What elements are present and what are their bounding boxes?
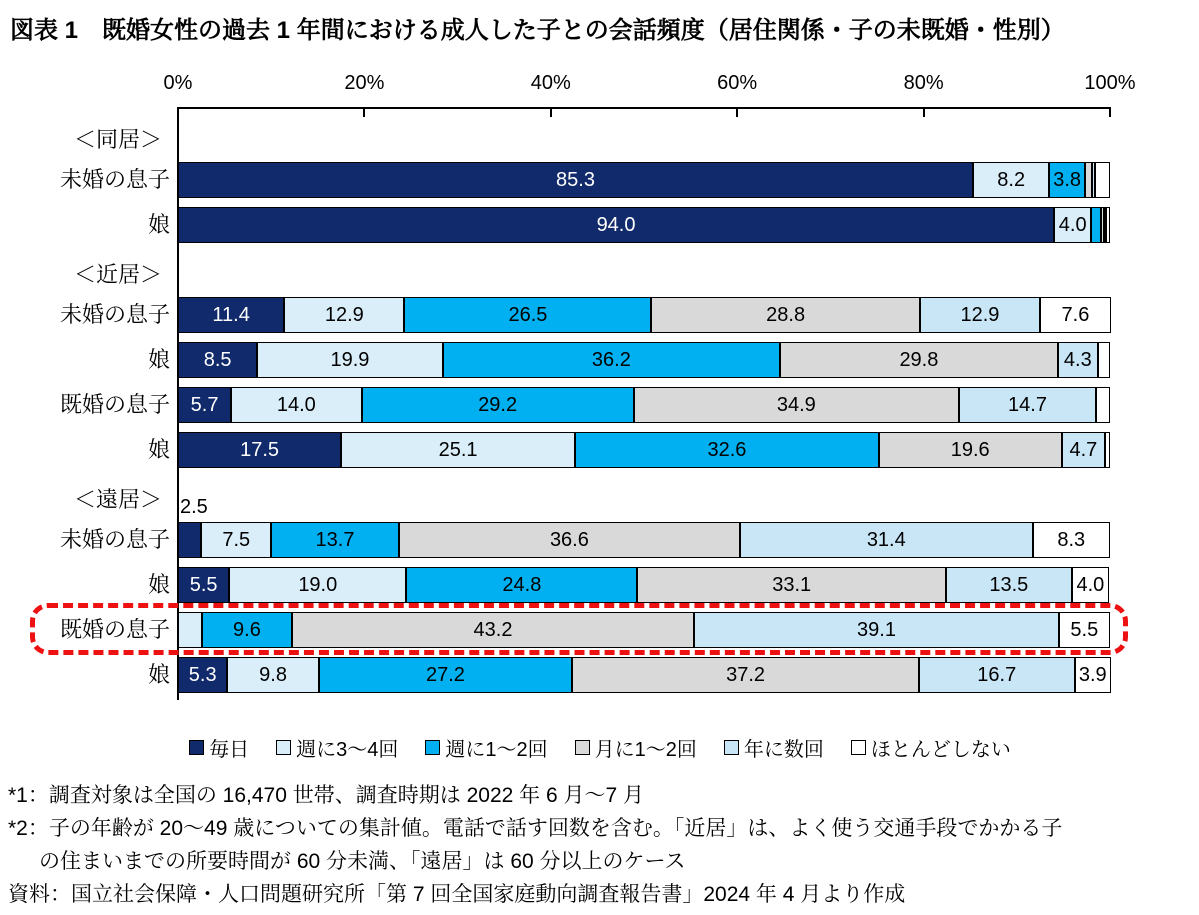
segment-value-label: 8.3 [1057, 528, 1086, 551]
segment-value-label: 12.9 [960, 303, 1000, 326]
bar-segment [1033, 522, 1110, 558]
legend-item [189, 733, 249, 762]
legend-swatch-icon [575, 740, 590, 755]
bar-segment [1106, 207, 1110, 243]
segment-value-label: 25.1 [438, 438, 478, 461]
segment-value-label: 19.0 [298, 573, 338, 596]
bar-segment [1096, 387, 1110, 423]
row-label: 未婚の息子 [59, 302, 170, 327]
axis-tick-mark [550, 109, 552, 117]
bar-segment [362, 387, 634, 423]
bar-row [178, 567, 1110, 603]
axis-tick-mark [1109, 109, 1111, 117]
segment-value-label: 39.1 [857, 618, 896, 641]
segment-value-label: 14.0 [276, 393, 316, 416]
axis-tick-mark [363, 109, 365, 117]
legend-swatch-icon [851, 740, 866, 755]
bar-segment [946, 567, 1072, 603]
row-label: 既婚の息子 [59, 617, 170, 642]
bar-row [178, 432, 1110, 468]
bar-segment [406, 567, 637, 603]
segment-value-label: 13.5 [989, 573, 1029, 596]
bar-segment [201, 522, 271, 558]
bar-segment [178, 567, 229, 603]
axis-tick-label: 100% [1084, 72, 1136, 94]
bar-segment [178, 432, 341, 468]
legend-label: 年に数回 [743, 739, 824, 761]
segment-value-label: 13.7 [315, 528, 355, 551]
row-label: 未婚の息子 [59, 167, 170, 192]
axis-tick-label: 40% [530, 72, 571, 94]
bar-segment [178, 207, 1054, 243]
row-label: 娘 [147, 347, 170, 372]
row-label: 未婚の息子 [59, 527, 170, 552]
segment-value-label: 24.8 [502, 573, 542, 596]
segment-value-label: 17.5 [240, 438, 280, 461]
bar-row [178, 162, 1110, 198]
legend-item [851, 733, 1011, 762]
footnote-line: *2：子の年齢が 20～49 歳についての集計値。電話で話す回数を含む。「近居」は、よく使う交通手段でかかる子 [8, 817, 1063, 840]
legend-label: 週に1～2回 [445, 739, 548, 761]
legend-label: ほとんどしない [870, 739, 1011, 761]
bar-segment [178, 657, 227, 693]
group-header: ＜近居＞ [73, 262, 162, 287]
segment-value-label: 8.2 [997, 168, 1026, 191]
segment-value-label: 8.5 [203, 348, 232, 371]
legend-swatch-icon [276, 740, 291, 755]
segment-value-label: 5.5 [189, 573, 218, 596]
bar-segment [1095, 162, 1110, 198]
axis-tick-mark [923, 109, 925, 117]
legend-item [724, 733, 824, 762]
segment-value-label: 3.9 [1078, 663, 1107, 686]
legend [90, 733, 1110, 762]
footnote-line: 資料：国立社会保障・人口問題研究所「第 7 回全国家庭動向調査報告書」2024 年 4 月より作成 [8, 883, 906, 906]
row-label: 娘 [147, 437, 170, 462]
segment-value-label: 94.0 [596, 213, 636, 236]
bar-segment [1058, 342, 1098, 378]
bar-segment [637, 567, 945, 603]
bar-segment [1040, 297, 1111, 333]
footnotes [8, 779, 1193, 911]
bar-segment [959, 387, 1096, 423]
chart-title: 図表 1 既婚女性の過去 1 年間における成人した子との会話頻度（居住関係・子の未既婚・性別） [10, 17, 1065, 44]
legend-swatch-icon [724, 740, 739, 755]
segment-value-label: 36.2 [591, 348, 631, 371]
segment-value-label: 7.6 [1061, 303, 1090, 326]
bar-segment [231, 387, 361, 423]
segment-value-label: 19.6 [950, 438, 990, 461]
bar-segment [780, 342, 1058, 378]
segment-value-label: 33.1 [772, 573, 812, 596]
row-label: 娘 [147, 662, 170, 687]
axis-tick-label: 20% [344, 72, 385, 94]
bar-segment [178, 496, 208, 558]
legend-swatch-icon [189, 740, 204, 755]
legend-item [276, 733, 398, 762]
segment-value-label: 9.6 [233, 618, 261, 641]
bar-segment [257, 342, 442, 378]
row-label: 娘 [147, 212, 170, 237]
highlight-box [30, 603, 1128, 655]
segment-value-label: 4.3 [1063, 348, 1092, 371]
segment-value-label: 85.3 [556, 168, 595, 191]
group-header: ＜遠居＞ [73, 487, 162, 512]
bar-segment [399, 522, 740, 558]
bar-segment [178, 387, 231, 423]
group-header: ＜同居＞ [73, 127, 162, 152]
bar-segment [634, 387, 959, 423]
row-label: 娘 [147, 572, 170, 597]
bar-row [178, 657, 1110, 693]
footnote-line: *1：調査対象は全国の 16,470 世帯、調査時期は 2022 年 6 月～7 月 [8, 784, 644, 807]
bar-segment [651, 297, 919, 333]
bar-segment [178, 162, 973, 198]
segment-value-label: 29.2 [478, 393, 518, 416]
segment-value-label: 29.8 [899, 348, 939, 371]
segment-value-label: 5.5 [1070, 618, 1099, 641]
bar-segment [879, 432, 1062, 468]
bar-segment [1098, 342, 1110, 378]
segment-value-label: 9.8 [259, 663, 287, 686]
bar-row [178, 342, 1110, 378]
segment-value-label: 11.4 [212, 303, 250, 326]
segment-value-label: 32.6 [707, 438, 747, 461]
segment-value-label: 5.7 [190, 393, 219, 416]
bar-segment [1054, 207, 1091, 243]
bar-segment [575, 432, 879, 468]
segment-value-label: 37.2 [726, 663, 766, 686]
axis-tick-label: 80% [903, 72, 944, 94]
segment-value-label: 36.6 [549, 528, 589, 551]
axis-tick-label: 0% [163, 72, 193, 94]
bar-row [178, 387, 1110, 423]
segment-value-label: 14.7 [1008, 393, 1047, 416]
segment-value-label: 12.9 [324, 303, 364, 326]
bar-segment [1072, 567, 1109, 603]
bar-segment [1075, 657, 1111, 693]
axis-tick-label: 60% [717, 72, 758, 94]
bar-row [178, 496, 1110, 558]
legend-item [575, 733, 697, 762]
segment-value-label: 16.7 [977, 663, 1017, 686]
segment-value-label: 5.3 [188, 663, 217, 686]
bar-segment [1105, 432, 1110, 468]
legend-item [425, 733, 547, 762]
bar-row [178, 297, 1110, 333]
segment-value-label: 2.5 [180, 496, 208, 518]
segment-value-label: 19.9 [330, 348, 370, 371]
bar-segment [973, 162, 1049, 198]
bar-segment [227, 657, 318, 693]
legend-label: 月に1～2回 [594, 739, 697, 761]
segment-value-label: 4.7 [1069, 438, 1098, 461]
segment-value-label: 34.9 [776, 393, 816, 416]
bar-segment [284, 297, 404, 333]
bar-segment [404, 297, 651, 333]
row-label: 既婚の息子 [59, 392, 170, 417]
bar-segment [341, 432, 575, 468]
segment-value-label: 43.2 [473, 618, 513, 641]
legend-swatch-icon [425, 740, 440, 755]
bar-segment [178, 297, 284, 333]
bar-row [178, 207, 1110, 243]
bar-segment [1049, 162, 1084, 198]
x-axis-line [177, 107, 1111, 109]
bar-segment [1062, 432, 1106, 468]
legend-label: 毎日 [209, 739, 250, 761]
segment-value-label: 26.5 [508, 303, 548, 326]
segment-value-label: 4.0 [1076, 573, 1105, 596]
bar-segment [319, 657, 573, 693]
segment-value-label: 4.0 [1058, 213, 1087, 236]
bar-segment [229, 567, 406, 603]
bar-segment [1091, 207, 1100, 243]
segment-value-label: 31.4 [866, 528, 906, 551]
segment-value-label: 28.8 [766, 303, 806, 326]
bar-segment [443, 342, 780, 378]
bar-segment [1085, 162, 1092, 198]
segment-value-label: 3.8 [1053, 168, 1082, 191]
segment-value-label: 7.5 [222, 528, 251, 551]
bar-segment [271, 522, 399, 558]
axis-tick-mark [736, 109, 738, 117]
footnote-line: の住まいまでの所要時間が 60 分未満、「遠居」は 60 分以上のケース [39, 850, 686, 873]
bar-segment [178, 342, 257, 378]
bar-segment [572, 657, 919, 693]
legend-label: 週に3～4回 [296, 739, 399, 761]
bar-segment [919, 657, 1075, 693]
segment-value-label: 27.2 [426, 663, 465, 686]
bar-segment [740, 522, 1033, 558]
bar-segment [920, 297, 1040, 333]
